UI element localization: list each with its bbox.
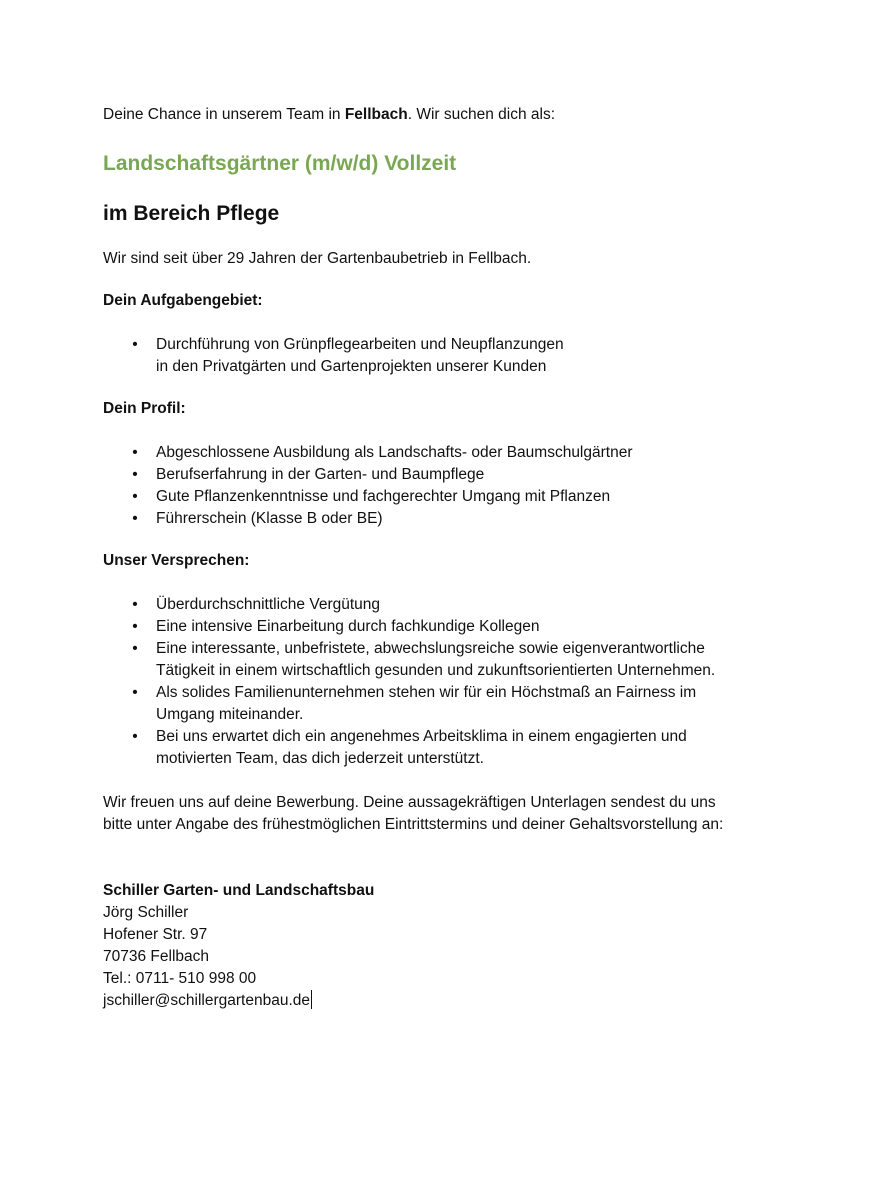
intro-text-after: . Wir suchen dich als: (407, 106, 556, 123)
contact-phone: Tel.: 0711- 510 998 00 (103, 970, 257, 987)
list-item-text: Eine intensive Einarbeitung durch fachkundige Kollegen (156, 618, 540, 635)
list-item (103, 334, 803, 378)
list-item (103, 486, 803, 508)
list-item-text: Gute Pflanzenkenntnisse und fachgerechter Umgang mit Pflanzen (156, 488, 611, 505)
list-item-text: Berufserfahrung in der Garten- und Baumpflege (156, 466, 485, 483)
contact-email[interactable]: jschiller@schillergartenbau.de (103, 992, 311, 1009)
intro-text-before: Deine Chance in unserem Team in (103, 106, 345, 123)
contact-email-line (103, 990, 803, 1012)
bullet-icon: • (132, 510, 138, 527)
intro-city: Fellbach (344, 106, 408, 123)
bullet-icon: • (132, 728, 138, 745)
list-item (103, 442, 803, 464)
promise-list (103, 594, 803, 770)
list-item-text: Eine interessante, unbefristete, abwechslungsreiche sowie eigenverantwortliche Tätigkeit in einem wirtschaftlich gesunden und zukunftsorientierten Unternehmen. (156, 640, 716, 679)
list-item (103, 616, 803, 638)
list-item-text: Überdurchschnittliche Vergütung (156, 596, 381, 613)
list-item-text: Bei uns erwartet dich ein angenehmes Arbeitsklima in einem engagierten und motivierten Team, das dich jederzeit unterstützt. (156, 728, 687, 767)
contact-city: 70736 Fellbach (103, 948, 209, 965)
bullet-icon: • (132, 618, 138, 635)
list-item-text: Als solides Familienunternehmen stehen wir für ein Höchstmaß an Fairness im Umgang miteinander. (156, 684, 697, 723)
intro-line (103, 104, 803, 126)
job-title: Landschaftsgärtner (m/w/d) Vollzeit (103, 152, 457, 175)
contact-block (103, 880, 803, 1012)
profile-list (103, 442, 803, 530)
list-item (103, 464, 803, 486)
tasks-heading: Dein Aufgabengebiet: (103, 292, 263, 309)
list-item (103, 638, 803, 682)
bullet-icon: • (132, 684, 138, 701)
job-subtitle: im Bereich Pflege (103, 202, 280, 225)
list-item-text: Durchführung von Grünpflegearbeiten und Neupflanzungen in den Privatgärten und Gartenprojekten unserer Kunden (156, 336, 564, 375)
bullet-icon: • (132, 444, 138, 461)
closing-line-1: Wir freuen uns auf deine Bewerbung. Deine aussagekräftigen Unterlagen sendest du uns (103, 794, 716, 811)
promise-heading: Unser Versprechen: (103, 552, 250, 569)
bullet-icon: • (132, 466, 138, 483)
tasks-list (103, 334, 803, 378)
bullet-icon: • (132, 640, 138, 657)
bullet-icon: • (132, 336, 138, 353)
contact-company: Schiller Garten- und Landschaftsbau (103, 882, 375, 899)
text-cursor (311, 990, 312, 1009)
closing-paragraph (103, 792, 803, 836)
list-item (103, 594, 803, 616)
profile-heading: Dein Profil: (103, 400, 186, 417)
bullet-icon: • (132, 596, 138, 613)
bullet-icon: • (132, 488, 138, 505)
list-item (103, 508, 803, 530)
contact-person: Jörg Schiller (103, 904, 189, 921)
list-item-text: Abgeschlossene Ausbildung als Landschafts- oder Baumschulgärtner (156, 444, 633, 461)
document-page (103, 104, 803, 1012)
list-item-text: Führerschein (Klasse B oder BE) (156, 510, 383, 527)
closing-line-2: bitte unter Angabe des frühestmöglichen Eintrittstermins und deiner Gehaltsvorstellung an: (103, 816, 724, 833)
list-item (103, 726, 803, 770)
company-intro: Wir sind seit über 29 Jahren der Gartenbaubetrieb in Fellbach. (103, 250, 532, 267)
list-item (103, 682, 803, 726)
contact-street: Hofener Str. 97 (103, 926, 208, 943)
